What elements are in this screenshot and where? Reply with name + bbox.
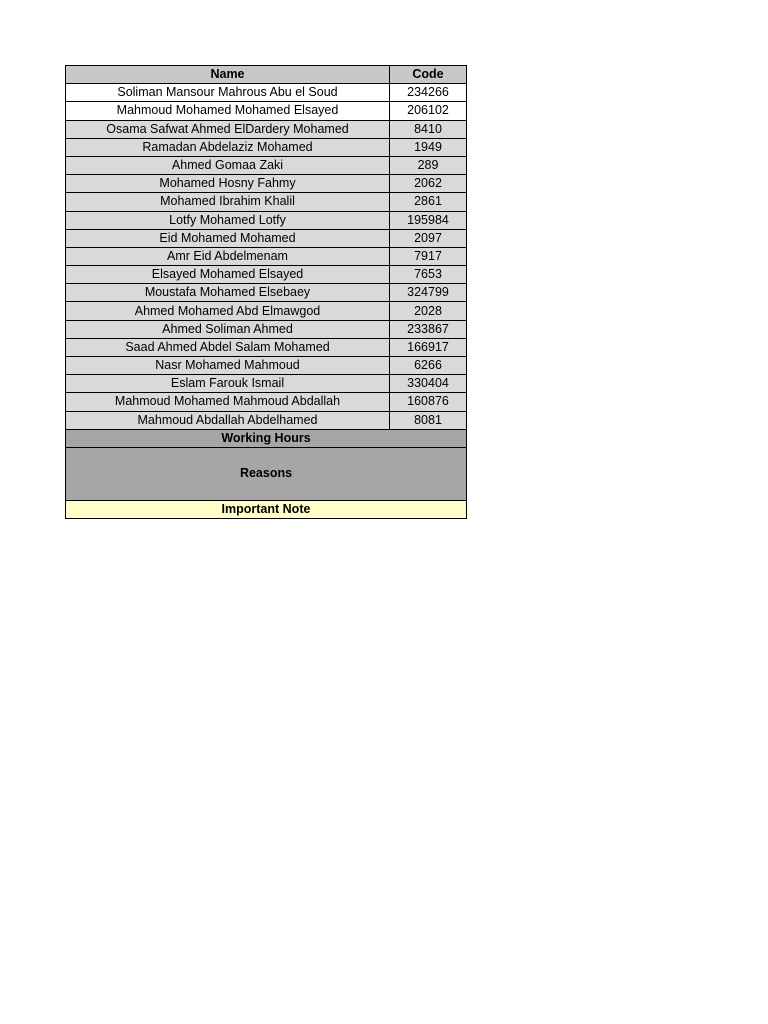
employee-code-cell: 6266 — [390, 357, 467, 375]
employee-code-cell: 8081 — [390, 411, 467, 429]
employee-name-cell: Mahmoud Mohamed Mahmoud Abdallah — [66, 393, 390, 411]
employee-table — [65, 65, 467, 519]
employee-name-cell: Saad Ahmed Abdel Salam Mohamed — [66, 338, 390, 356]
employee-code-cell: 330404 — [390, 375, 467, 393]
table-row — [66, 357, 467, 375]
employee-name-cell: Moustafa Mohamed Elsebaey — [66, 284, 390, 302]
table-row — [66, 411, 467, 429]
employee-name-cell: Eslam Farouk Ismail — [66, 375, 390, 393]
employee-code-cell: 195984 — [390, 211, 467, 229]
employee-name-cell: Mohamed Hosny Fahmy — [66, 175, 390, 193]
employee-name-cell: Mahmoud Abdallah Abdelhamed — [66, 411, 390, 429]
table-row — [66, 247, 467, 265]
table-row — [66, 229, 467, 247]
table-row — [66, 393, 467, 411]
employee-name-cell: Amr Eid Abdelmenam — [66, 247, 390, 265]
table-row — [66, 102, 467, 120]
important-note-row — [66, 500, 467, 518]
employee-name-cell: Ahmed Gomaa Zaki — [66, 156, 390, 174]
employee-name-cell: Mohamed Ibrahim Khalil — [66, 193, 390, 211]
table-row — [66, 320, 467, 338]
reasons-row — [66, 447, 467, 500]
employee-code-cell: 7917 — [390, 247, 467, 265]
table-row — [66, 193, 467, 211]
employee-name-cell: Eid Mohamed Mohamed — [66, 229, 390, 247]
employee-code-cell: 233867 — [390, 320, 467, 338]
employee-name-cell: Ahmed Mohamed Abd Elmawgod — [66, 302, 390, 320]
employee-code-cell: 166917 — [390, 338, 467, 356]
working-hours-row — [66, 429, 467, 447]
employee-name-cell: Elsayed Mohamed Elsayed — [66, 266, 390, 284]
employee-name-cell: Ramadan Abdelaziz Mohamed — [66, 138, 390, 156]
table-row — [66, 175, 467, 193]
column-header-name: Name — [66, 66, 390, 84]
employee-code-cell: 206102 — [390, 102, 467, 120]
table-header-row — [66, 66, 467, 84]
table-row — [66, 138, 467, 156]
employee-name-cell: Ahmed Soliman Ahmed — [66, 320, 390, 338]
working-hours-label: Working Hours — [66, 429, 467, 447]
employee-code-cell: 289 — [390, 156, 467, 174]
column-header-code: Code — [390, 66, 467, 84]
employee-code-cell: 2062 — [390, 175, 467, 193]
table-row — [66, 375, 467, 393]
table-row — [66, 284, 467, 302]
table-row — [66, 211, 467, 229]
employee-name-cell: Mahmoud Mohamed Mohamed Elsayed — [66, 102, 390, 120]
employee-code-cell: 2861 — [390, 193, 467, 211]
table-row — [66, 84, 467, 102]
employee-code-cell: 8410 — [390, 120, 467, 138]
employee-name-cell: Soliman Mansour Mahrous Abu el Soud — [66, 84, 390, 102]
table-row — [66, 120, 467, 138]
employee-code-cell: 1949 — [390, 138, 467, 156]
employee-code-cell: 160876 — [390, 393, 467, 411]
employee-code-cell: 324799 — [390, 284, 467, 302]
table-row — [66, 266, 467, 284]
employee-code-cell: 234266 — [390, 84, 467, 102]
table-row — [66, 302, 467, 320]
important-note-label: Important Note — [66, 500, 467, 518]
reasons-label: Reasons — [66, 447, 467, 500]
employee-code-cell: 2097 — [390, 229, 467, 247]
employee-code-cell: 7653 — [390, 266, 467, 284]
table-row — [66, 156, 467, 174]
employee-name-cell: Nasr Mohamed Mahmoud — [66, 357, 390, 375]
employee-code-cell: 2028 — [390, 302, 467, 320]
table-row — [66, 338, 467, 356]
employee-name-cell: Osama Safwat Ahmed ElDardery Mohamed — [66, 120, 390, 138]
employee-name-cell: Lotfy Mohamed Lotfy — [66, 211, 390, 229]
